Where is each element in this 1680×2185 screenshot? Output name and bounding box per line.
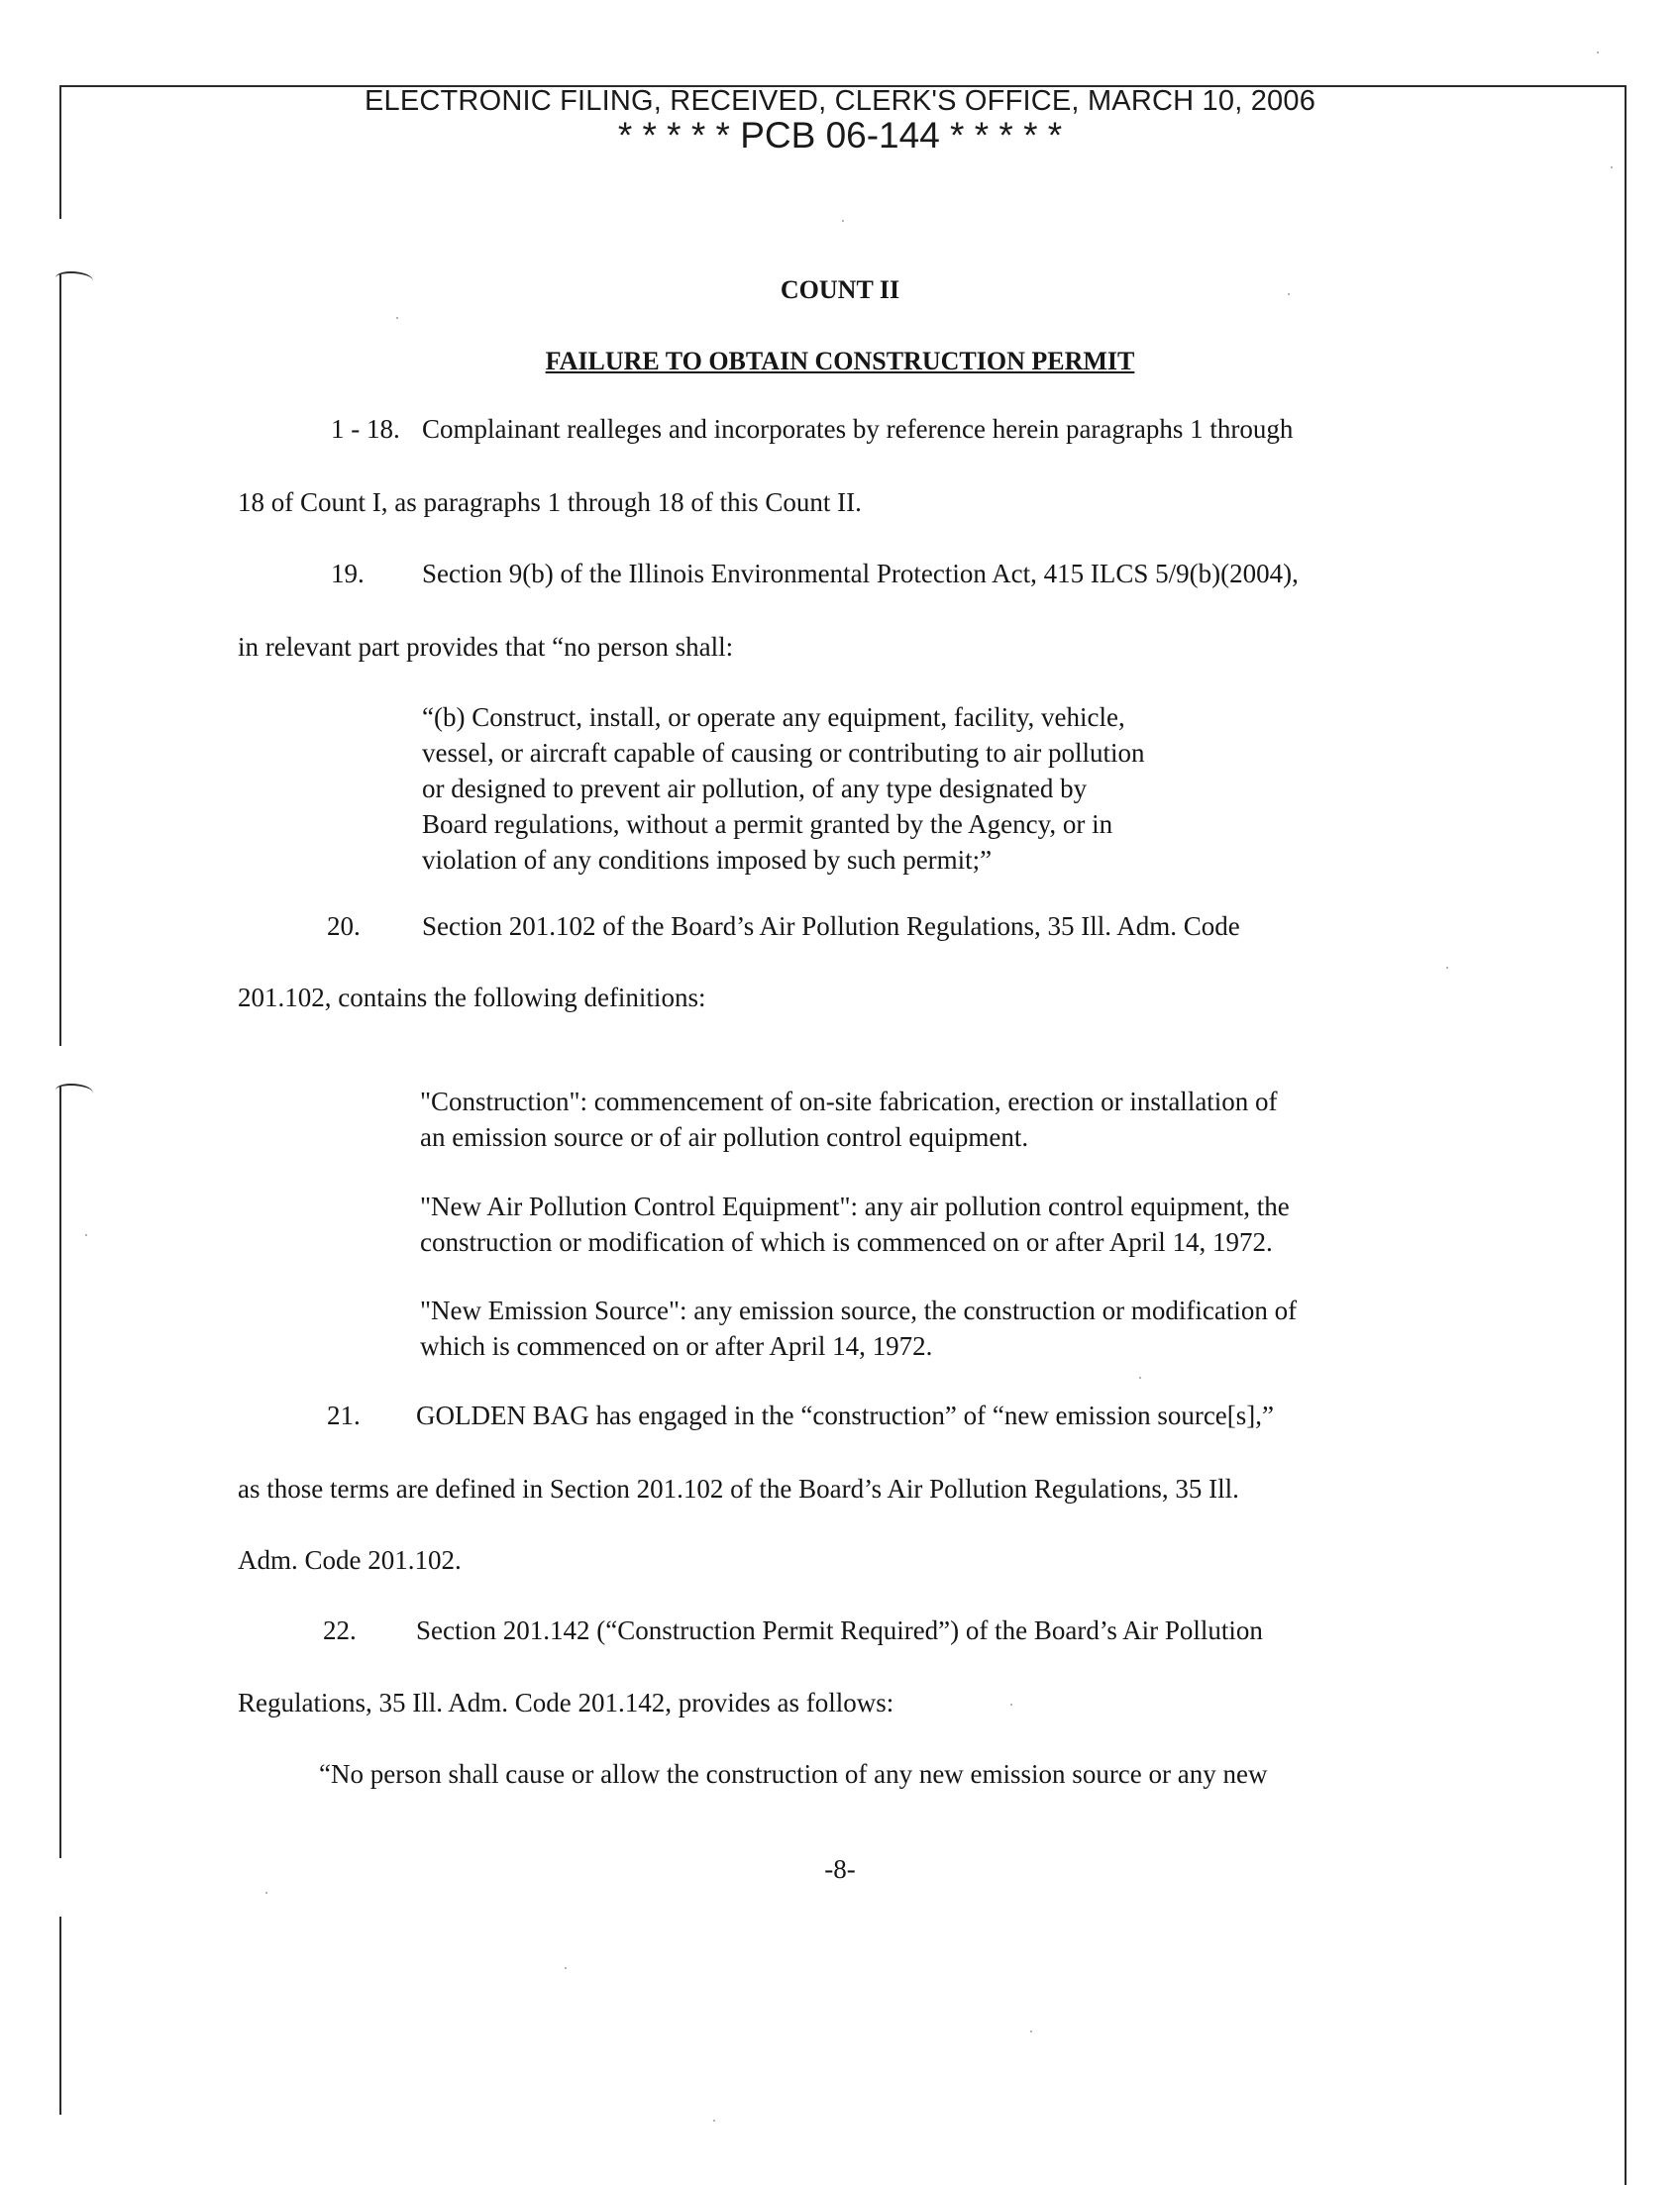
block-quote: [422, 699, 1145, 878]
paragraph-number: 22.: [323, 1615, 357, 1645]
paragraph-number: 20.: [327, 911, 361, 941]
border-left-segment: [59, 1917, 61, 2115]
quote-line: Board regulations, without a permit granted by the Agency, or in: [422, 809, 1113, 839]
quote-line: or designed to prevent air pollution, of any type designated by: [422, 774, 1088, 803]
paragraph-text: GOLDEN BAG has engaged in the “construction” of “new emission source[s],”: [416, 1401, 1275, 1430]
paragraph-text: Complainant realleges and incorporates by reference herein paragraphs 1 through: [422, 414, 1294, 444]
definition-line: an emission source or of air pollution control equipment.: [420, 1122, 1029, 1152]
scan-speck: [1611, 166, 1613, 168]
scan-speck: [1446, 967, 1448, 969]
paragraph-text: “No person shall cause or allow the construction of any new emission source or any new: [319, 1759, 1268, 1789]
quote-line: “(b) Construct, install, or operate any equipment, facility, vehicle,: [422, 702, 1125, 732]
definition-control-equipment: [420, 1189, 1290, 1260]
paragraph-text: as those terms are defined in Section 201.102 of the Board’s Air Pollution Regulations, 35 Ill.: [238, 1474, 1239, 1504]
paragraph-text: in relevant part provides that “no person shall:: [238, 632, 734, 662]
scan-speck: [1139, 1377, 1141, 1379]
border-left-segment: [59, 273, 61, 1046]
scan-speck: [1010, 1704, 1012, 1706]
scan-speck: [713, 2120, 715, 2122]
count-title: COUNT II: [780, 275, 900, 304]
paragraph-number: 19.: [331, 559, 365, 588]
definition-line: which is commenced on or after April 14, 1972.: [420, 1331, 933, 1361]
quote-line: violation of any conditions imposed by such permit;”: [422, 845, 993, 875]
definition-line: construction or modification of which is commenced on or after April 14, 1972.: [420, 1227, 1273, 1257]
filing-stamp: ELECTRONIC FILING, RECEIVED, CLERK'S OFFICE, MARCH 10, 2006: [364, 85, 1316, 117]
definition-emission-source: [420, 1293, 1297, 1364]
definition-construction: [420, 1084, 1278, 1155]
paragraph-text: Section 201.102 of the Board’s Air Pollution Regulations, 35 Ill. Adm. Code: [422, 911, 1240, 941]
definition-line: "New Air Pollution Control Equipment": any air pollution control equipment, the: [420, 1192, 1290, 1221]
scan-speck: [1597, 52, 1599, 53]
scan-speck: [85, 1234, 87, 1236]
scan-speck: [565, 1967, 567, 1969]
scan-speck: [265, 1892, 267, 1894]
paragraph-number: 21.: [327, 1401, 361, 1430]
paragraph-number: 1 - 18.: [331, 414, 400, 444]
scan-speck: [1288, 293, 1290, 295]
border-left-segment: [59, 1086, 61, 1858]
paragraph-text: 18 of Count I, as paragraphs 1 through 18 of this Count II.: [238, 487, 862, 517]
quote-line: vessel, or aircraft capable of causing or contributing to air pollution: [422, 738, 1145, 768]
definition-line: "Construction": commencement of on-site fabrication, erection or installation of: [420, 1087, 1278, 1116]
scan-speck: [396, 317, 398, 319]
scan-speck: [842, 220, 844, 222]
count-subtitle: FAILURE TO OBTAIN CONSTRUCTION PERMIT: [545, 347, 1135, 375]
paragraph-text: Regulations, 35 Ill. Adm. Code 201.142, provides as follows:: [238, 1688, 894, 1717]
paragraph-text: Adm. Code 201.102.: [238, 1545, 462, 1575]
paragraph-text: Section 9(b) of the Illinois Environmental Protection Act, 415 ILCS 5/9(b)(2004),: [422, 559, 1299, 588]
paragraph-text: 201.102, contains the following definitions:: [238, 983, 706, 1012]
page-number: -8-: [824, 1854, 856, 1884]
scan-mark: [55, 1084, 93, 1099]
paragraph-text: Section 201.142 (“Construction Permit Required”) of the Board’s Air Pollution: [416, 1615, 1263, 1645]
definition-line: "New Emission Source": any emission source, the construction or modification of: [420, 1296, 1298, 1325]
case-number: * * * * * PCB 06-144 * * * * *: [617, 115, 1063, 156]
scan-speck: [1030, 2030, 1032, 2032]
